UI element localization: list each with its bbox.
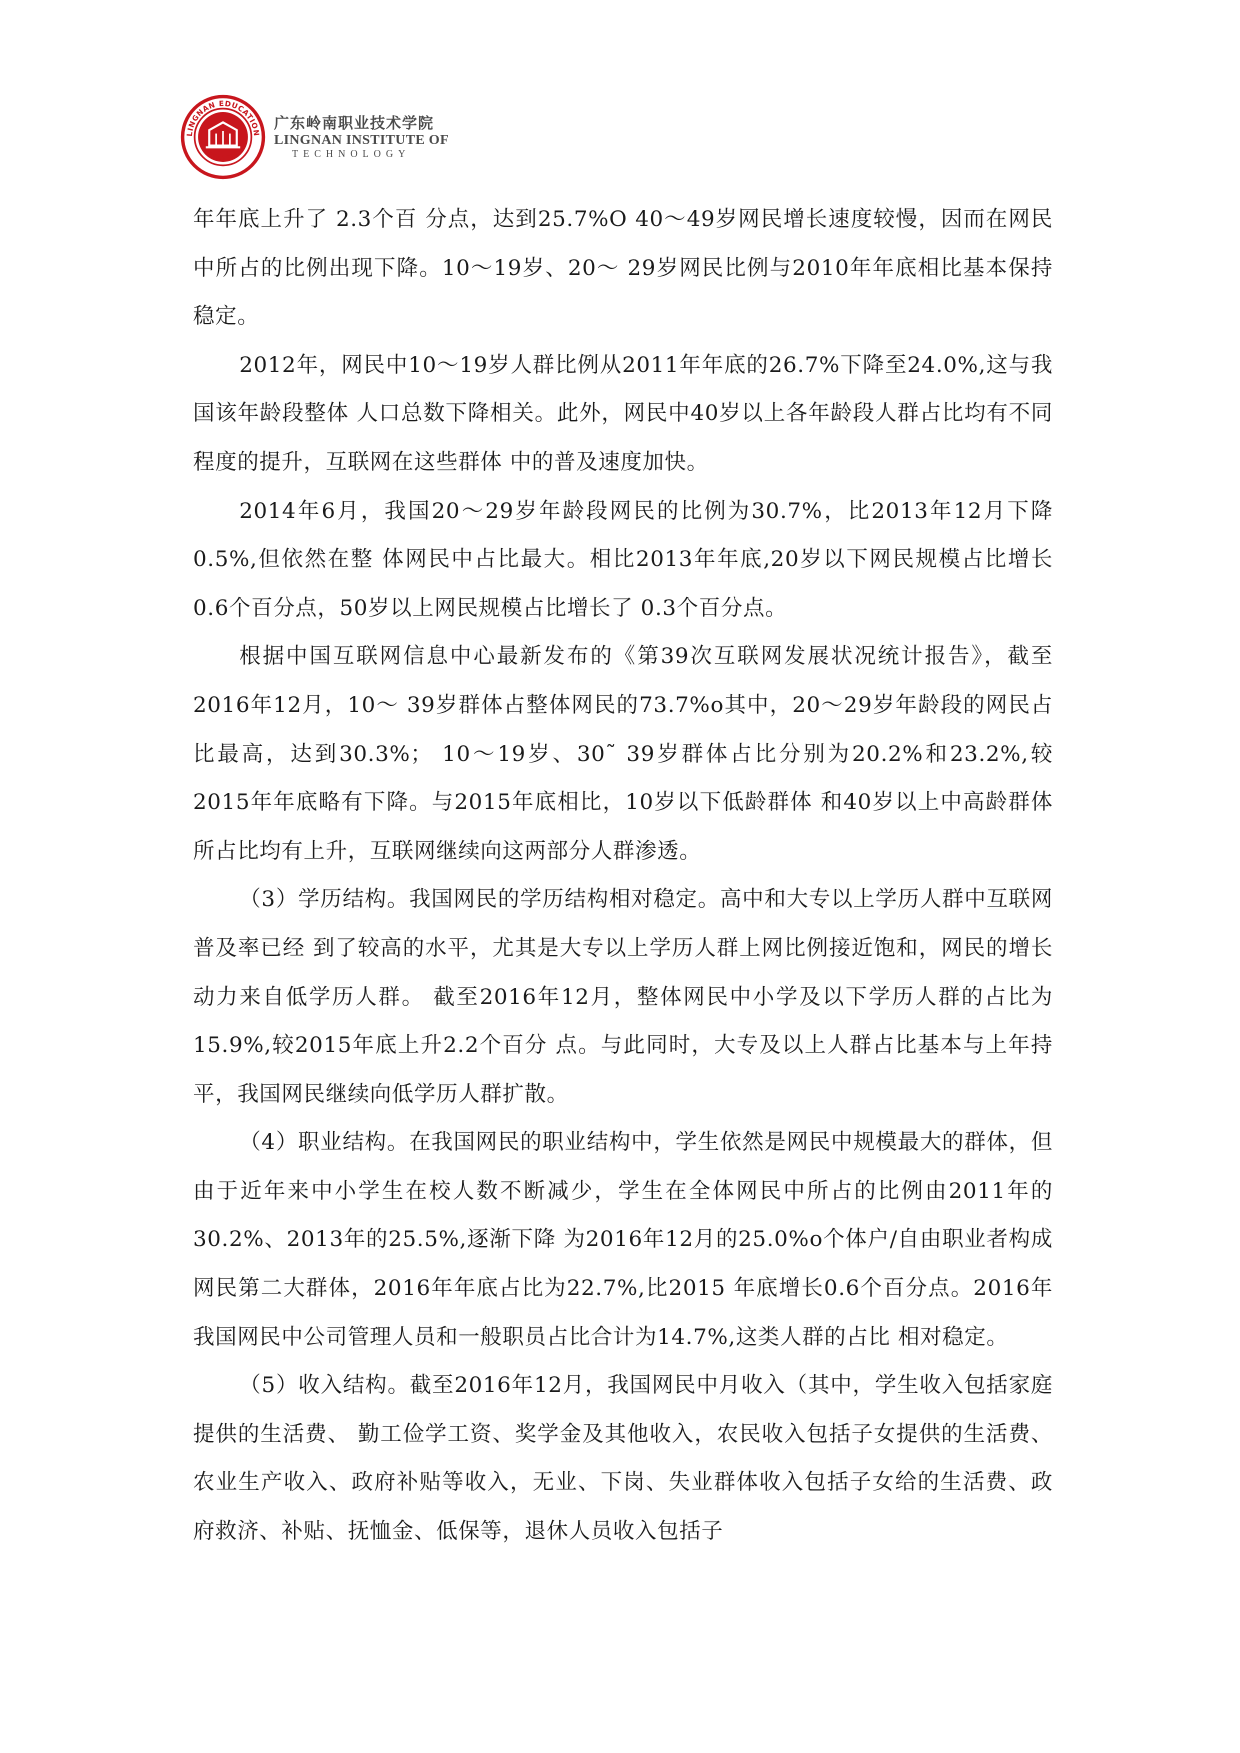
page-header: [180, 92, 449, 182]
school-name-english: LINGNAN INSTITUTE OF: [274, 133, 449, 148]
paragraph: （5）收入结构。截至2016年12月，我国网民中月收入（其中，学生收入包括家庭提供的生活费、 勤工俭学工资、奖学金及其他收入，农民收入包括子女提供的生活费、农业生产收入、政府补贴等收入，无业、下岗、失业群体收入包括子女给的生活费、政府救济、补贴、抚恤金、低保等，退休人员收入包括子: [193, 1373, 1053, 1545]
school-name-english-line2: TECHNOLOGY: [292, 149, 411, 160]
paragraph: （4）职业结构。在我国网民的职业结构中，学生依然是网民中规模最大的群体，但由于近年来中小学生在校人数不断减少，学生在全体网民中所占的比例由2011年的30.2%、2013年的25.5%,逐渐下降 为2016年12月的25.0%o个体户/自由职业者构成网民第二大群体，2016年年底占比为22.7%,比2015 年底增长0.6个百分点。2016年我国网民中公司管理人员和一般职员占比合计为14.7%,这类人群的占比 相对稳定。: [193, 1130, 1053, 1350]
svg-text:EST.1993: EST.1993: [204, 149, 242, 163]
paragraph: 根据中国互联网信息中心最新发布的《第39次互联网发展状况统计报告》，截至2016年12月，10〜 39岁群体占整体网民的73.7%o其中，20〜29岁年龄段的网民占比最高，达到30.3%； 10〜19岁、30˜ 39岁群体占比分别为20.2%和23.2%,较2015年年底略有下降。与2015年底相比，10岁以下低龄群体 和40岁以上中高龄群体所占比均有上升，互联网继续向这两部分人群渗透。: [193, 644, 1053, 864]
school-name-chinese: 广东岭南职业技术学院: [274, 114, 435, 132]
school-name-block: [274, 113, 449, 161]
paragraph: 2014年6月，我国20〜29岁年龄段网民的比例为30.7%，比2013年12月下降0.5%,但依然在整 体网民中占比最大。相比2013年年底,20岁以下网民规模占比增长0.6个百分点，50岁以上网民规模占比增长了 0.3个百分点。: [193, 498, 1053, 621]
svg-text:LINGNAN EDUCATION: LINGNAN EDUCATION: [184, 98, 262, 137]
paragraph: （3）学历结构。我国网民的学历结构相对稳定。高中和大专以上学历人群中互联网普及率已经 到了较高的水平，尤其是大专以上学历人群上网比例接近饱和，网民的增长动力来自低学历人群。 截至2016年12月，整体网民中小学及以下学历人群的占比为15.9%,较2015年底上升2.2个百分 点。与此同时，大专及以上人群占比基本与上年持平，我国网民继续向低学历人群扩散。: [193, 887, 1053, 1107]
school-seal-logo: [180, 94, 266, 180]
document-body: [193, 196, 1053, 1557]
paragraph: 年年底上升了 2.3个百 分点，达到25.7%O 40〜49岁网民增长速度较慢，因而在网民中所占的比例出现下降。10〜19岁、20〜 29岁网民比例与2010年年底相比基本保持稳定。: [193, 207, 1053, 330]
paragraph: 2012年，网民中10〜19岁人群比例从2011年年底的26.7%下降至24.0%,这与我国该年龄段整体 人口总数下降相关。此外，网民中40岁以上各年龄段人群占比均有不同程度的提升，互联网在这些群体 中的普及速度加快。: [193, 352, 1053, 475]
